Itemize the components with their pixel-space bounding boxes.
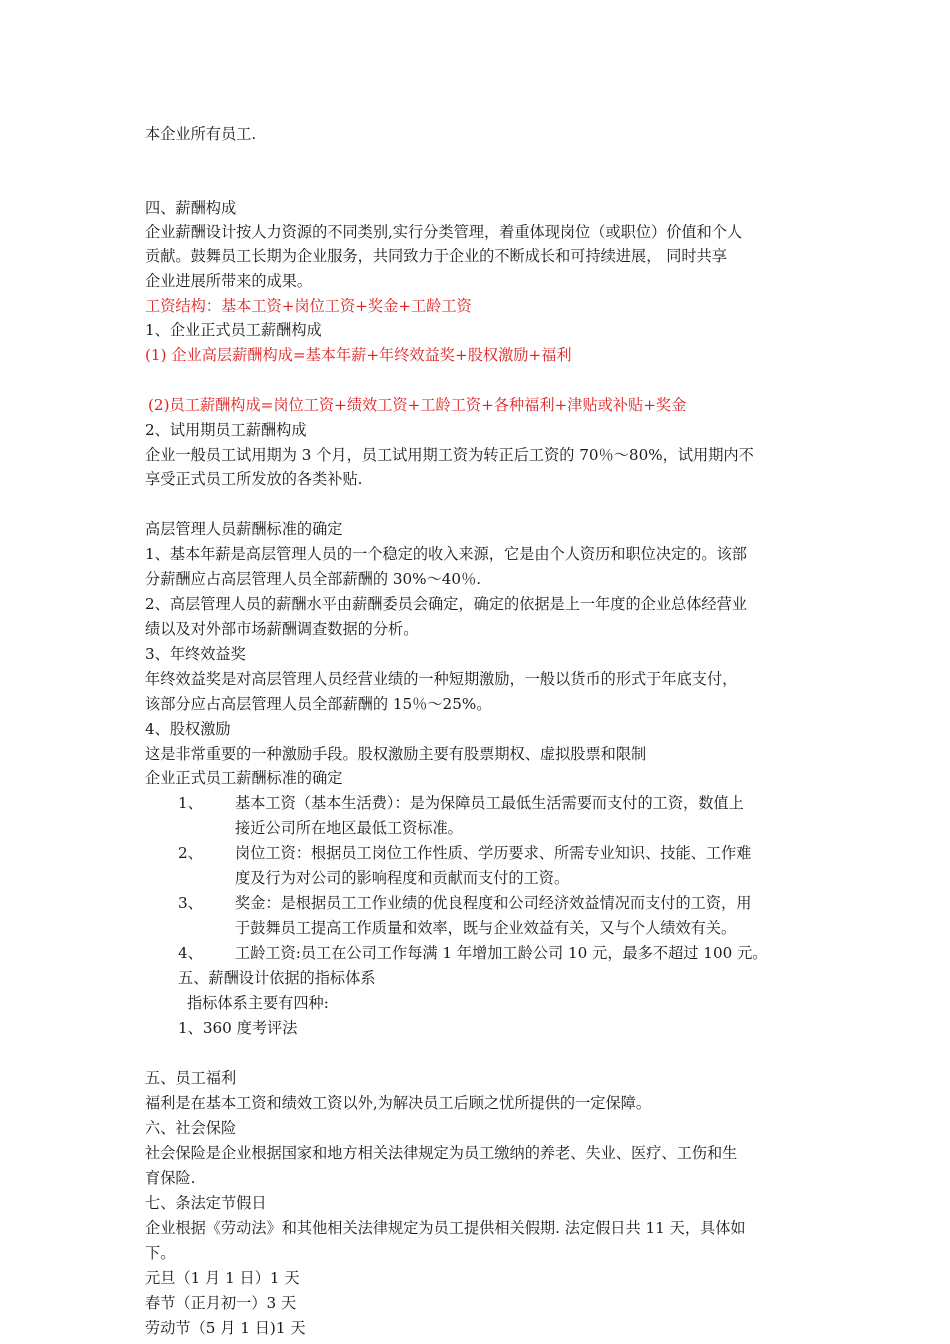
section-6-para-line: 社会保险是企业根据国家和地方相关法律规定为员工缴纳的养老、失业、医疗、工伤和生 (145, 1144, 738, 1162)
senior-line: 年终效益奖是对高层管理人员经营业绩的一种短期激励，一般以货币的形式于年底支付， (145, 670, 738, 688)
staff-pay-formula: (2)员工薪酬构成=岗位工资+绩效工资+工龄工资+各种福利+津贴或补贴+奖金 (148, 396, 687, 414)
section-5a-heading: 五、薪酬设计依据的指标体系 (178, 969, 376, 987)
intro-tail: 本企业所有员工. (145, 125, 257, 143)
wage-structure-line: 工资结构：基本工资+岗位工资+奖金+工龄工资 (145, 297, 472, 315)
section-5-para: 福利是在基本工资和绩效工资以外,为解决员工后顾之忧所提供的一定保障。 (145, 1094, 652, 1112)
section-4-para-line: 贡献。鼓舞员工长期为企业服务，共同致力于企业的不断成长和可持续进展， 同时共享 (145, 247, 727, 265)
section-6-heading: 六、社会保险 (145, 1119, 237, 1137)
senior-pay-formula: (1) 企业高层薪酬构成=基本年薪+年终效益奖+股权激励+福利 (145, 346, 572, 364)
holiday-line: 劳动节（5 月 1 日)1 天 (145, 1319, 306, 1337)
staff-standard-heading: 企业正式员工薪酬标准的确定 (145, 769, 343, 787)
staff-item-number: 2、 (178, 844, 203, 862)
section-7-para-line: 企业根据《劳动法》和其他相关法律规定为员工提供相关假期. 法定假日共 11 天，具体如 (145, 1219, 746, 1237)
senior-line: 3、年终效益奖 (145, 645, 246, 663)
subsection-1-heading: 1、企业正式员工薪酬构成 (145, 321, 322, 339)
senior-line: 绩以及对外部市场薪酬调查数据的分析。 (145, 620, 419, 638)
staff-item-number: 4、 (178, 944, 203, 962)
holiday-line: 元旦（1 月 1 日）1 天 (145, 1269, 300, 1287)
subsection-2-heading: 2、试用期员工薪酬构成 (145, 421, 307, 439)
section-4-heading: 四、薪酬构成 (145, 199, 237, 217)
section-7-para-line: 下。 (145, 1244, 176, 1262)
staff-item-line: 岗位工资：根据员工岗位工作性质、学历要求、所需专业知识、技能、工作难 (235, 844, 752, 862)
senior-line: 这是非常重要的一种激励手段。股权激励主要有股票期权、虚拟股票和限制 (145, 745, 647, 763)
staff-item-line: 基本工资（基本生活费）：是为保障员工最低生活需要而支付的工资，数值上 (235, 794, 744, 812)
senior-line: 4、股权激励 (145, 720, 231, 738)
section-4-para-line: 企业薪酬设计按人力资源的不同类别,实行分类管理，着重体现岗位（或职位）价值和个人 (145, 223, 743, 241)
staff-item-line: 接近公司所在地区最低工资标准。 (235, 819, 463, 837)
senior-line: 1、基本年薪是高层管理人员的一个稳定的收入来源，它是由个人资历和职位决定的。该部 (145, 545, 747, 563)
probation-para-line: 企业一般员工试用期为 3 个月，员工试用期工资为转正后工资的 70％～80%，试用期内不 (145, 446, 754, 464)
section-6-para-line: 育保险. (145, 1169, 196, 1187)
section-7-heading: 七、条法定节假日 (145, 1194, 267, 1212)
staff-item-number: 1、 (178, 794, 203, 812)
senior-line: 2、高层管理人员的薪酬水平由薪酬委员会确定，确定的依据是上一年度的企业总体经营业 (145, 595, 747, 613)
section-4-para-line: 企业进展所带来的成果。 (145, 272, 313, 290)
section-5a-item: 1、360 度考评法 (178, 1019, 298, 1037)
staff-item-line: 工龄工资:员工在公司工作每满 1 年增加工龄公司 10 元，最多不超过 100 元。 (235, 944, 768, 962)
section-5-heading: 五、员工福利 (145, 1069, 237, 1087)
holiday-line: 春节（正月初一）3 天 (145, 1294, 297, 1312)
staff-item-number: 3、 (178, 894, 203, 912)
staff-item-line: 奖金：是根据员工工作业绩的优良程度和公司经济效益情况而支付的工资，用 (235, 894, 752, 912)
senior-line: 该部分应占高层管理人员全部薪酬的 15％～25%。 (145, 695, 492, 713)
staff-item-line: 度及行为对公司的影响程度和贡献而支付的工资。 (235, 869, 570, 887)
probation-para-line: 享受正式员工所发放的各类补贴. (145, 470, 363, 488)
senior-line: 分薪酬应占高层管理人员全部薪酬的 30%～40％. (145, 570, 482, 588)
senior-standard-heading: 高层管理人员薪酬标准的确定 (145, 520, 343, 538)
section-5a-subline: 指标体系主要有四种: (187, 994, 329, 1012)
staff-item-line: 于鼓舞员工提高工作质量和效率，既与企业效益有关，又与个人绩效有关。 (235, 919, 737, 937)
